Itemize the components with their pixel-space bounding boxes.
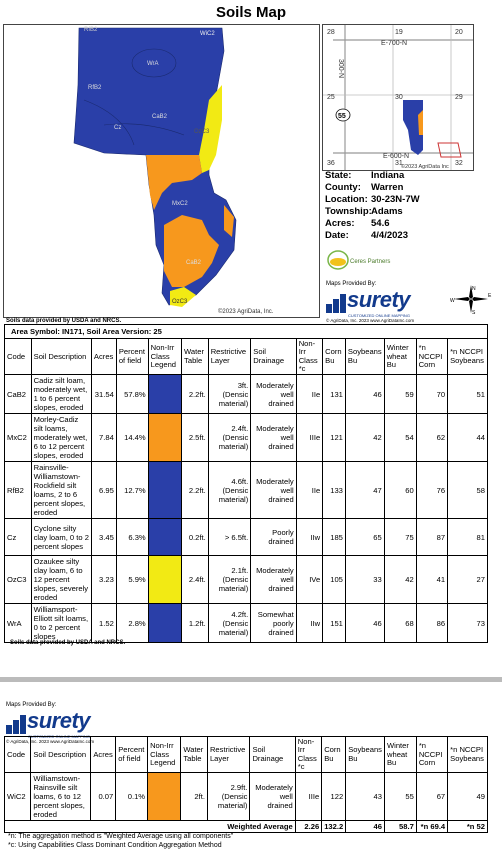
cell-class: IIe	[296, 375, 322, 414]
cell-nsoy: 73	[448, 604, 488, 643]
col-header: Soybeans Bu	[346, 737, 385, 773]
locator-label: 55	[338, 113, 346, 120]
cell-nsoy: 27	[448, 556, 488, 604]
table-row	[5, 773, 488, 821]
footnotes	[8, 832, 233, 850]
cell-ncorn: 41	[416, 556, 447, 604]
weighted-class: 2.26	[295, 821, 321, 833]
col-header: Restrictive Layer	[208, 339, 251, 375]
col-header: Winter wheat Bu	[384, 737, 416, 773]
col-header: Code	[5, 339, 32, 375]
bar-icon	[13, 720, 19, 734]
surety-logo	[326, 281, 446, 323]
cell-class: IIIe	[296, 414, 322, 462]
cell-corn: 151	[323, 604, 346, 643]
col-header: Percent of field	[116, 339, 148, 375]
cell-ncorn: 67	[416, 773, 447, 821]
compass-graphic	[450, 283, 492, 315]
cell-desc: Cyclone silty clay loam, 0 to 2 percent slopes	[31, 519, 91, 556]
cell-desc: Morley-Cadiz silt loams, moderately wet, 6 to 12 percent slopes, eroded	[31, 414, 91, 462]
svg-text:N: N	[472, 286, 476, 292]
cell-nsoy: 51	[448, 375, 488, 414]
cell-nsoy: 49	[448, 773, 488, 821]
cell-restrict: 4.2ft. (Densic material)	[208, 604, 251, 643]
locator-label: 30	[395, 94, 403, 101]
cell-class: IVe	[296, 556, 322, 604]
cell-water: 2.2ft.	[182, 462, 209, 519]
cell-restrict: 2.4ft. (Densic material)	[208, 414, 251, 462]
weighted-ncorn: *n 69.4	[416, 821, 447, 833]
cell-pct: 57.8%	[116, 375, 148, 414]
cell-soy: 47	[345, 462, 384, 519]
bar-icon	[20, 715, 26, 734]
locator-label: 31	[395, 160, 403, 167]
locator-label: 25	[327, 94, 335, 101]
col-header: Non-Irr Class *c	[296, 339, 322, 375]
cell-restrict: > 6.5ft.	[208, 519, 251, 556]
col-header: Non-Irr Class *c	[295, 737, 321, 773]
cell-restrict: 3ft. (Densic material)	[208, 375, 251, 414]
cell-corn: 122	[322, 773, 346, 821]
weighted-wheat: 58.7	[384, 821, 416, 833]
col-header: Non-Irr Class Legend	[148, 339, 181, 375]
map-label: MxC2	[172, 201, 188, 207]
locator-map-graphic	[323, 25, 473, 170]
surety-footer: © AgriData, Inc. 2023 www.AgriDataInc.com	[6, 739, 95, 744]
cell-corn: 133	[323, 462, 346, 519]
locator-label: E-600-N	[383, 153, 410, 160]
soils-map-graphic	[4, 25, 319, 317]
col-header: Percent of field	[116, 737, 148, 773]
cell-ncorn: 87	[416, 519, 447, 556]
partner-logo-text: Ceres Partners	[350, 259, 391, 265]
locator-label: 29	[455, 94, 463, 101]
cell-water: 2ft.	[181, 773, 208, 821]
cell-code: CaB2	[5, 375, 32, 414]
cell-ncorn: 76	[416, 462, 447, 519]
cell-acres: 3.23	[91, 556, 116, 604]
locator-label: 300-N	[337, 59, 344, 79]
cell-drain: Moderately well drained	[251, 462, 296, 519]
cell-wheat: 59	[384, 375, 416, 414]
cell-water: 2.2ft.	[182, 375, 209, 414]
table-row	[5, 462, 488, 519]
cell-restrict: 2.1ft. (Densic material)	[208, 556, 251, 604]
weighted-nsoy: *n 52	[448, 821, 488, 833]
cell-wheat: 75	[384, 519, 416, 556]
cell-soy: 46	[345, 604, 384, 643]
footnote: *c: Using Capabilities Class Dominant Condition Aggregation Method	[8, 842, 222, 849]
cell-class: IIw	[296, 604, 322, 643]
surety-footer: © AgriData, Inc. 2023 www.AgriDataInc.com	[326, 318, 415, 323]
cell-ncorn: 62	[416, 414, 447, 462]
soil-table-2	[4, 736, 488, 833]
cell-wheat: 55	[384, 773, 416, 821]
cell-desc: Williamsport-Elliott silt loams, 0 to 2 percent slopes	[31, 604, 91, 643]
cell-drain: Somewhat poorly drained	[251, 604, 296, 643]
locator-label: 19	[395, 29, 403, 36]
info-value: 30-23N-7W	[371, 194, 420, 205]
map-label: WrA	[147, 61, 159, 67]
cell-ncorn: 86	[416, 604, 447, 643]
cell-nsoy: 44	[448, 414, 488, 462]
cell-desc: Ozaukee silty clay loam, 6 to 12 percent slopes, severely eroded	[31, 556, 91, 604]
map-copyright: ©2023 AgriData, Inc.	[218, 309, 274, 315]
map-label: WiC2	[200, 31, 215, 37]
table-row	[5, 556, 488, 604]
cell-drain: Moderately well drained	[251, 375, 296, 414]
cell-code: RfB2	[5, 462, 32, 519]
cell-soy: 33	[345, 556, 384, 604]
info-value: Indiana	[371, 170, 405, 181]
cell-drain: Moderately well drained	[251, 556, 296, 604]
cell-class: IIw	[296, 519, 322, 556]
cell-desc: Rainsville-Williamstown-Rockfield silt loams, 2 to 6 percent slopes, eroded	[31, 462, 91, 519]
cell-pct: 5.9%	[116, 556, 148, 604]
col-header: Code	[5, 737, 31, 773]
cell-acres: 3.45	[91, 519, 116, 556]
cell-desc: Cadiz silt loam, moderately wet, 1 to 6 percent slopes, eroded	[31, 375, 91, 414]
area-symbol: Area Symbol: IN171, Soil Area Version: 25	[5, 325, 488, 339]
class-legend-swatch	[148, 375, 181, 414]
cell-class: IIe	[296, 462, 322, 519]
info-value: 54.6	[371, 218, 390, 229]
map-label: Cz	[114, 125, 122, 131]
col-header: *n NCCPI Corn	[416, 339, 447, 375]
soil-table-container	[4, 324, 488, 643]
col-header: Soil Drainage	[250, 737, 295, 773]
col-header: Winter wheat Bu	[384, 339, 416, 375]
svg-text:W: W	[450, 298, 455, 304]
info-key: County:	[325, 182, 361, 193]
cell-nsoy: 58	[448, 462, 488, 519]
map-label: OzC3	[172, 299, 188, 305]
cell-acres: 7.84	[91, 414, 116, 462]
class-legend-swatch	[148, 414, 181, 462]
col-header: Acres	[91, 737, 116, 773]
cell-soy: 42	[345, 414, 384, 462]
cell-pct: 2.8%	[116, 604, 148, 643]
surety-wordmark: surety	[347, 287, 411, 312]
cell-acres: 1.52	[91, 604, 116, 643]
weighted-corn: 132.2	[322, 821, 346, 833]
bar-icon	[326, 304, 332, 313]
map-label: RfB2	[88, 85, 102, 91]
cell-water: 0.2ft.	[182, 519, 209, 556]
locator-label: 28	[327, 29, 335, 36]
cell-water: 2.5ft.	[182, 414, 209, 462]
soils-map[interactable]	[3, 24, 320, 318]
table-row	[5, 519, 488, 556]
cell-desc: Williamstown-Rainsville silt loams, 6 to 12 percent slopes, eroded	[31, 773, 91, 821]
locator-label: 32	[455, 160, 463, 167]
cell-class: IIIe	[295, 773, 321, 821]
cell-code: WiC2	[5, 773, 31, 821]
class-legend-swatch	[148, 556, 181, 604]
col-header: Soil Description	[31, 339, 91, 375]
page-separator	[0, 677, 502, 682]
class-legend-swatch	[148, 519, 181, 556]
locator-map[interactable]	[322, 24, 474, 171]
weighted-label: Weighted Average	[5, 821, 296, 833]
col-header: *n NCCPI Corn	[416, 737, 447, 773]
cell-drain: Moderately well drained	[251, 414, 296, 462]
cell-acres: 31.54	[91, 375, 116, 414]
surety-wordmark: surety	[27, 708, 91, 733]
info-key: Township:	[325, 206, 372, 217]
compass-icon	[450, 283, 492, 315]
col-header: Soybeans Bu	[345, 339, 384, 375]
maps-provided-by: Maps Provided By:	[6, 702, 57, 708]
info-key: Date:	[325, 230, 349, 241]
col-header: Water Table	[181, 737, 208, 773]
cell-soy: 43	[346, 773, 385, 821]
col-header: Corn Bu	[322, 737, 346, 773]
col-header: *n NCCPI Soybeans	[448, 737, 488, 773]
info-value: Warren	[371, 182, 404, 193]
svg-text:E: E	[488, 293, 492, 299]
col-header: Corn Bu	[323, 339, 346, 375]
info-value: Adams	[371, 206, 403, 217]
table-row	[5, 604, 488, 643]
col-header: Restrictive Layer	[207, 737, 250, 773]
cell-code: OzC3	[5, 556, 32, 604]
class-legend-swatch	[148, 462, 181, 519]
partner-logo-graphic	[326, 248, 391, 272]
col-header: Water Table	[182, 339, 209, 375]
table-row	[5, 375, 488, 414]
bar-icon	[340, 294, 346, 313]
table-row	[5, 414, 488, 462]
surety-tagline: CUSTOMIZED ONLINE MAPPING	[28, 734, 90, 739]
cell-code: WrA	[5, 604, 32, 643]
cell-wheat: 68	[384, 604, 416, 643]
svg-text:S: S	[472, 310, 476, 316]
info-value: 4/4/2023	[371, 230, 408, 241]
field-info	[325, 170, 420, 242]
cell-soy: 65	[345, 519, 384, 556]
soil-table-2-container	[4, 736, 488, 833]
cell-corn: 105	[323, 556, 346, 604]
soil-table-body	[5, 375, 488, 643]
cell-restrict: 2.9ft. (Densic material)	[207, 773, 250, 821]
partner-logo	[326, 248, 391, 272]
bar-icon	[6, 725, 12, 734]
locator-label: 20	[455, 29, 463, 36]
weighted-soy: 46	[346, 821, 385, 833]
cell-pct: 6.3%	[116, 519, 148, 556]
locator-label: ©2023 AgriData Inc	[401, 164, 449, 170]
cell-water: 2.4ft.	[182, 556, 209, 604]
cell-drain: Moderately well drained	[250, 773, 295, 821]
class-legend-swatch	[148, 604, 181, 643]
col-header: Non-Irr Class Legend	[148, 737, 181, 773]
mid-source-note: Soils data provided by USDA and NRCS.	[10, 640, 126, 646]
maps-provided-by: Maps Provided By:	[326, 281, 377, 287]
cell-acres: 0.07	[91, 773, 116, 821]
info-key: State:	[325, 170, 352, 181]
cell-nsoy: 81	[448, 519, 488, 556]
col-header: Soil Drainage	[251, 339, 296, 375]
locator-label: 36	[327, 160, 335, 167]
map-label: CaB2	[186, 260, 202, 266]
surety-tagline: CUSTOMIZED ONLINE MAPPING	[348, 313, 410, 318]
col-header: *n NCCPI Soybeans	[448, 339, 488, 375]
cell-corn: 185	[323, 519, 346, 556]
locator-label: E-700-N	[381, 40, 408, 47]
cell-corn: 131	[323, 375, 346, 414]
map-source-note: Soils data provided by USDA and NRCS.	[6, 318, 122, 324]
col-header: Soil Description	[31, 737, 91, 773]
cell-wheat: 60	[384, 462, 416, 519]
cell-wheat: 42	[384, 556, 416, 604]
cell-code: Cz	[5, 519, 32, 556]
cell-pct: 12.7%	[116, 462, 148, 519]
cell-acres: 6.95	[91, 462, 116, 519]
cell-pct: 14.4%	[116, 414, 148, 462]
bar-icon	[333, 299, 339, 313]
info-key: Acres:	[325, 218, 355, 229]
class-legend-swatch	[148, 773, 181, 821]
cell-pct: 0.1%	[116, 773, 148, 821]
map-label: OzC3	[194, 129, 210, 135]
cell-ncorn: 70	[416, 375, 447, 414]
cell-code: MxC2	[5, 414, 32, 462]
map-label: RfB2	[84, 27, 98, 33]
page-title: Soils Map	[215, 4, 286, 21]
map-label: CaB2	[152, 114, 168, 120]
cell-drain: Poorly drained	[251, 519, 296, 556]
info-key: Location:	[325, 194, 368, 205]
footnote: *n: The aggregation method is "Weighted Average using all components"	[8, 833, 234, 840]
cell-water: 1.2ft.	[182, 604, 209, 643]
cell-restrict: 4.6ft. (Densic material)	[208, 462, 251, 519]
cell-corn: 121	[323, 414, 346, 462]
col-header: Acres	[91, 339, 116, 375]
cell-soy: 46	[345, 375, 384, 414]
cell-wheat: 54	[384, 414, 416, 462]
soil-table	[4, 324, 488, 643]
